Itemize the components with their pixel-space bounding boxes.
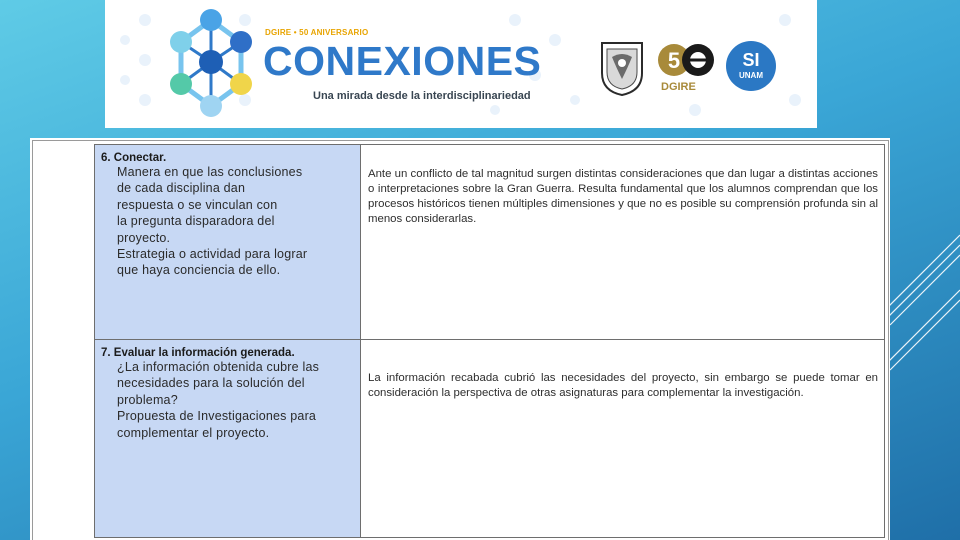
brand-tagline: Una mirada desde la interdisciplinariedad bbox=[313, 90, 531, 102]
criteria-description: ¿La información obtenida cubre las necesidades para la solución del problema? Propuesta de Investigaciones para complementar el proyecto. bbox=[117, 360, 320, 440]
si-logo-subtext: UNAM bbox=[739, 71, 763, 80]
svg-text:5: 5 bbox=[667, 48, 681, 73]
project-table bbox=[94, 144, 885, 538]
criteria-cell bbox=[95, 145, 361, 340]
dgire-50-logo-icon bbox=[656, 40, 718, 80]
criteria-title: 7. Evaluar la información generada. bbox=[101, 347, 295, 359]
criteria-description: Manera en que las conclusiones de cada disciplina dan respuesta o se vinculan con la pregunta disparadora del proyecto. Estrategia o actividad para lograr que haya conciencia de ello. bbox=[117, 165, 308, 278]
conexiones-logo-icon bbox=[165, 2, 257, 126]
criteria-cell bbox=[95, 340, 361, 538]
sheet-border-right bbox=[888, 140, 889, 540]
response-text: La información recabada cubrió las necesidades del proyecto, sin embargo se puede tomar en consideración la perspectiva de otras asignaturas para complementar la investigación. bbox=[368, 372, 878, 399]
criteria-title: 6. Conectar. bbox=[101, 152, 167, 164]
sheet-border-top bbox=[32, 140, 889, 141]
response-cell bbox=[361, 145, 885, 340]
si-unam-logo-icon bbox=[725, 40, 777, 92]
response-cell bbox=[361, 340, 885, 538]
si-logo-text: SI bbox=[742, 50, 760, 70]
unam-crest-icon bbox=[598, 39, 646, 97]
response-text: Ante un conflicto de tal magnitud surgen distintas consideraciones que dan lugar a distintas acciones o interpretaciones sobre la Gran Guerra. Resulta fundamental que los alumnos comprendan que los procesos históricos tienen múltiples dimensiones y que no es posible su comprensión profunda sin al menos considerarlas. bbox=[368, 168, 878, 225]
dgire-logo-label: DGIRE bbox=[661, 81, 696, 93]
table-row bbox=[95, 340, 885, 538]
decorative-lines bbox=[880, 230, 960, 380]
sheet-border-left bbox=[32, 140, 33, 540]
header-banner bbox=[105, 0, 817, 128]
brand-title: CONEXIONES bbox=[263, 38, 542, 84]
table-row bbox=[95, 145, 885, 340]
banner-subtitle: DGIRE • 50 ANIVERSARIO bbox=[265, 28, 369, 37]
